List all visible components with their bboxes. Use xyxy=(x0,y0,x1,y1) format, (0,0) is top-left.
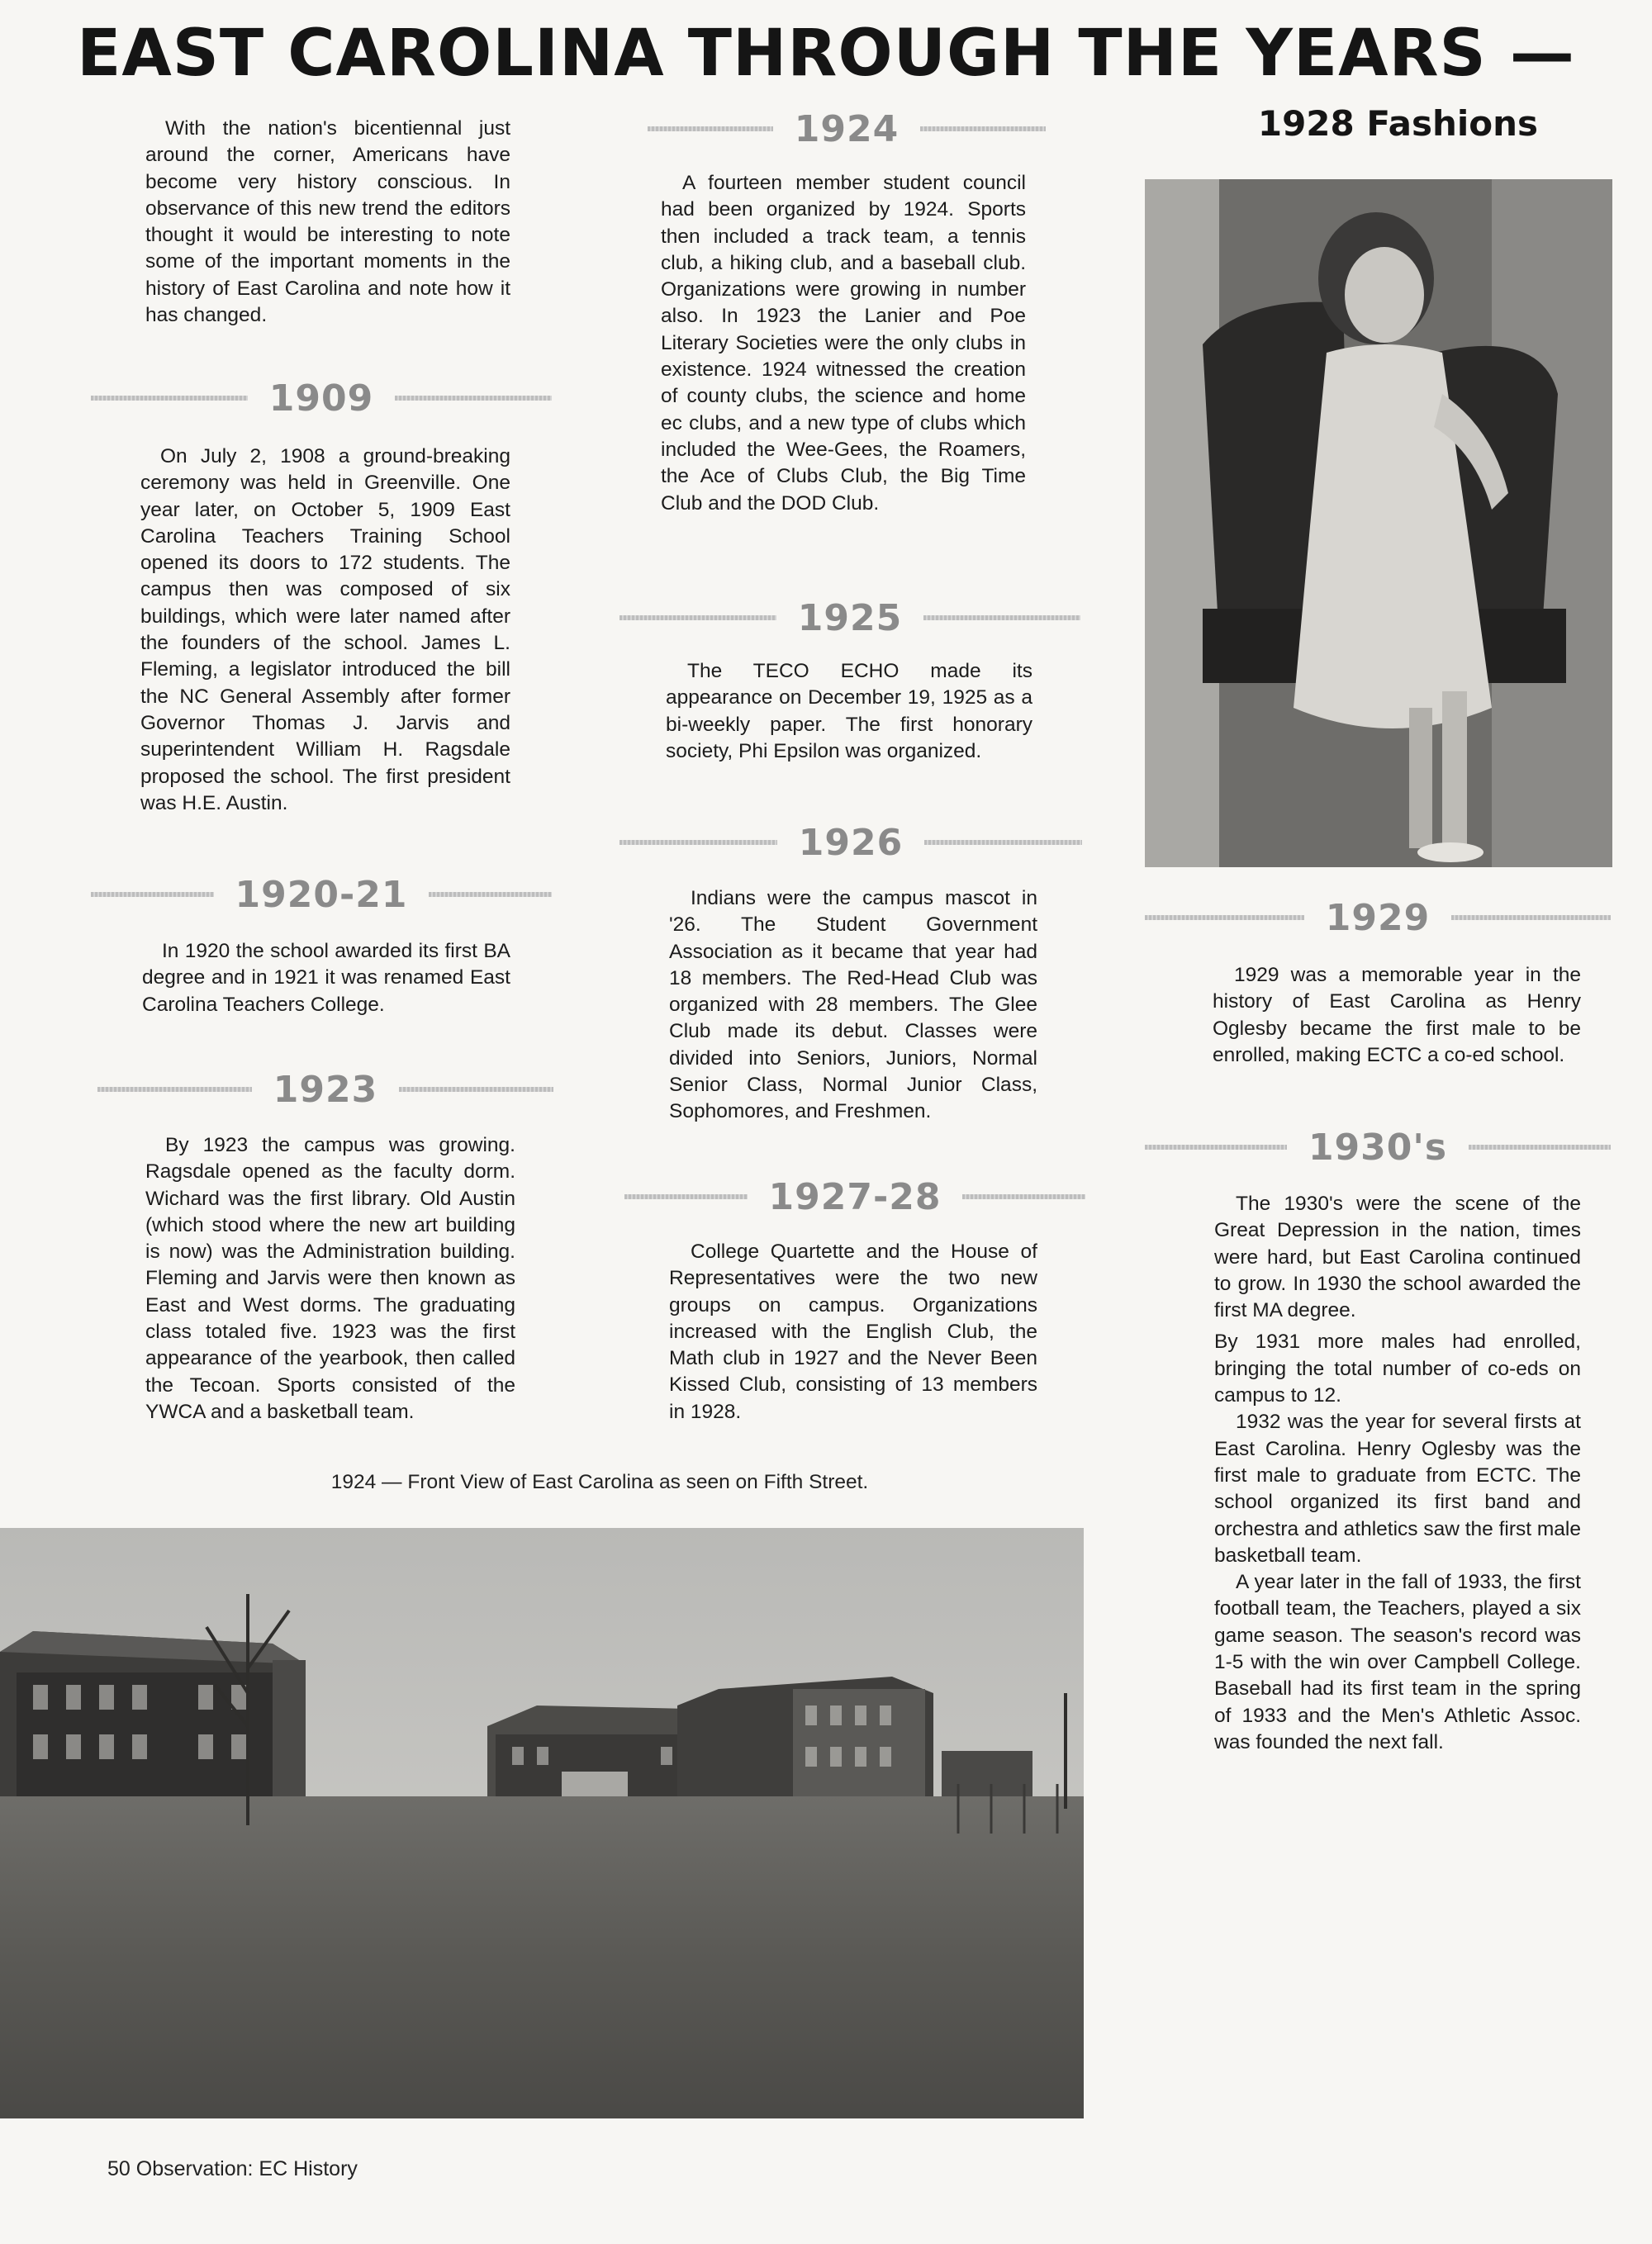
heading-rule-left xyxy=(91,396,248,401)
section-heading-1926 xyxy=(620,818,1082,867)
heading-rule-right xyxy=(1469,1145,1611,1150)
intro-paragraph: With the nation's bicentiennal just around the corner, Americans have become very history conscious. In observance of this new trend the editors thought it would be interesting to note some of the important moments in the history of East Carolina and note how it has changed. xyxy=(145,117,510,327)
section-paragraph: 1932 was the year for several firsts at East Carolina. Henry Oglesby was the first male to graduate from ECTC. The school organized its first band and orchestra and athletics saw the first male basketball team. xyxy=(1214,1411,1581,1567)
section-heading-1930s xyxy=(1145,1122,1611,1172)
section-text-1920-21: In 1920 the school awarded its first BA degree and in 1921 it was renamed East Carolina Teachers College. xyxy=(142,940,510,1016)
heading-rule-right xyxy=(924,840,1082,845)
heading-rule-left xyxy=(91,892,214,897)
heading-rule-right xyxy=(429,892,552,897)
section-heading-1909 xyxy=(91,373,552,423)
heading-rule-right xyxy=(399,1087,553,1092)
section-paragraph: By 1931 more males had enrolled, bringing the total number of co-eds on campus to 12. xyxy=(1214,1331,1581,1407)
heading-rule-left xyxy=(620,615,776,620)
section-year: 1929 xyxy=(1325,896,1431,939)
heading-rule-right xyxy=(1451,915,1611,920)
campus-photo xyxy=(0,1528,1084,2118)
section-year: 1927-28 xyxy=(768,1175,942,1218)
page-title: EAST CAROLINA THROUGH THE YEARS — xyxy=(77,17,1575,91)
heading-rule-right xyxy=(962,1194,1085,1199)
section-heading-1925 xyxy=(620,593,1080,643)
fashion-title: 1928 Fashions xyxy=(1257,103,1538,144)
fashion-portrait-photo xyxy=(1145,179,1612,867)
heading-rule-left xyxy=(648,126,773,131)
heading-rule-right xyxy=(395,396,552,401)
section-paragraph: A year later in the fall of 1933, the first football team, the Teachers, played a six game season. The season's record was 1-5 with the win over Campbell College. Baseball had its first team in the spring of 1933 and the Men's Athletic Assoc. was founded the next fall. xyxy=(1214,1571,1581,1753)
section-year: 1909 xyxy=(268,377,374,420)
heading-rule-left xyxy=(1145,1145,1287,1150)
heading-rule-left xyxy=(1145,915,1304,920)
heading-rule-right xyxy=(923,615,1080,620)
section-year: 1923 xyxy=(273,1068,378,1111)
section-text-1909: On July 2, 1908 a ground-breaking ceremony was held in Greenville. One year later, on October 5, 1909 East Carolina Teachers Training School opened its doors to 172 students. The campus then was composed of six buildings, which were later named after the founders of the school. James L. Fleming, a legislator introduced the bill the NC General Assembly after former Governor Thomas J. Jarvis and superintendent William H. Ragsdale proposed the school. The first president was H.E. Austin. xyxy=(140,445,510,814)
section-year: 1920-21 xyxy=(235,873,408,916)
section-heading-1920-21 xyxy=(91,870,552,919)
section-text-1924: A fourteen member student council had been organized by 1924. Sports then included a track team, a tennis club, a hiking club, and a baseball club. Organizations were growing in number also. In 1923 the Lanier and Poe Literary Societies were the only clubs in existence. 1924 witnessed the creation of county clubs, the science and home ec clubs, and a new type of clubs which included the Wee-Gees, the Roamers, the Ace of Clubs Club, the Big Time Club and the DOD Club. xyxy=(661,172,1026,515)
section-text-1925: The TECO ECHO made its appearance on December 19, 1925 as a bi-weekly paper. The first honorary society, Phi Epsilon was organized. xyxy=(666,660,1032,762)
heading-rule-left xyxy=(620,840,777,845)
section-heading-1923 xyxy=(97,1065,553,1114)
heading-rule-right xyxy=(920,126,1046,131)
campus-photo-illustration xyxy=(0,1528,1084,2118)
portrait-illustration xyxy=(1145,179,1612,867)
section-paragraph: The 1930's were the scene of the Great Depression in the nation, times were hard, but East Carolina continued to grow. In 1930 the school awarded the first MA degree. xyxy=(1214,1193,1581,1322)
section-year: 1925 xyxy=(797,596,903,639)
heading-rule-left xyxy=(624,1194,748,1199)
section-text-1927-28: College Quartette and the House of Representatives were the two new groups on campus. Organizations increased with the English Club, the Math club in 1927 and the Never Been Kissed Club, consisting of 13 members in 1928. xyxy=(669,1241,1037,1423)
section-text-1929: 1929 was a memorable year in the history of East Carolina as Henry Oglesby became the first male to be enrolled, making ECTC a co-ed school. xyxy=(1213,964,1581,1066)
section-year: 1926 xyxy=(798,821,904,864)
section-heading-1924 xyxy=(648,104,1046,154)
heading-rule-left xyxy=(97,1087,252,1092)
page-footer: 50 Observation: EC History xyxy=(107,2157,358,2180)
section-heading-1929 xyxy=(1145,893,1611,942)
section-year: 1930's xyxy=(1308,1126,1448,1169)
section-year: 1924 xyxy=(794,107,900,150)
section-heading-1927-28 xyxy=(624,1172,1085,1222)
section-text-1923: By 1923 the campus was growing. Ragsdale opened as the faculty dorm. Wichard was the first library. Old Austin (which stood where the new art building is now) was the Administration building. Fleming and Jarvis were then known as East and West dorms. The graduating class totaled five. 1923 was the first appearance of the yearbook, then called the Tecoan. Sports consisted of the YWCA and a basketball team. xyxy=(145,1134,515,1423)
section-text-1930s xyxy=(1214,1191,1581,1756)
section-text-1926: Indians were the campus mascot in '26. The Student Government Association as it became that year had 18 members. The Red-Head Club was organized with 28 members. The Glee Club made its debut. Classes were divided into Seniors, Juniors, Normal Senior Class, Normal Junior Class, Sophomores, and Freshmen. xyxy=(669,887,1037,1123)
campus-photo-caption: 1924 — Front View of East Carolina as seen on Fifth Street. xyxy=(330,1471,869,1493)
